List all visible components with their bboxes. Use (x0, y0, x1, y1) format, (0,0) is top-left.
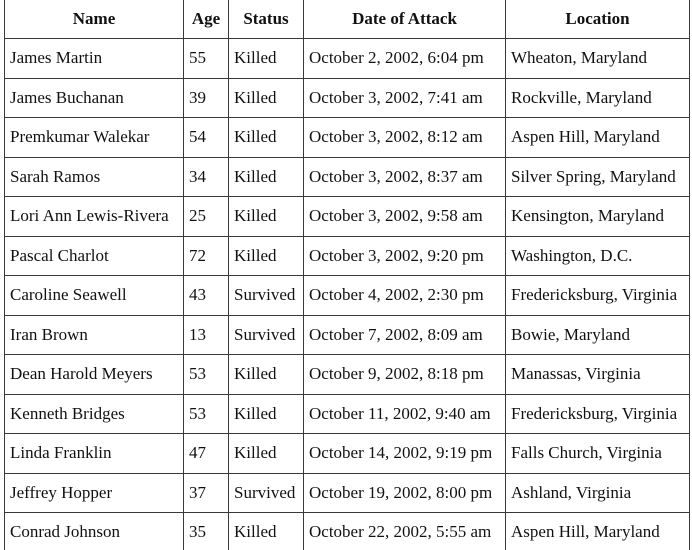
cell-date-of-attack: October 3, 2002, 9:58 am (304, 197, 506, 237)
header-row (5, 0, 690, 39)
cell-date-of-attack: October 3, 2002, 8:37 am (304, 157, 506, 197)
cell-age: 72 (184, 236, 229, 276)
cell-age: 35 (184, 513, 229, 550)
cell-name: Dean Harold Meyers (5, 355, 184, 395)
cell-name: Lori Ann Lewis-Rivera (5, 197, 184, 237)
table-row (5, 197, 690, 237)
cell-location: Aspen Hill, Maryland (506, 118, 690, 158)
cell-status: Killed (229, 157, 304, 197)
header-name: Name (5, 0, 184, 39)
cell-status: Killed (229, 236, 304, 276)
table-row (5, 434, 690, 474)
cell-date-of-attack: October 3, 2002, 8:12 am (304, 118, 506, 158)
cell-status: Killed (229, 118, 304, 158)
table-row (5, 78, 690, 118)
cell-date-of-attack: October 4, 2002, 2:30 pm (304, 276, 506, 316)
cell-name: Jeffrey Hopper (5, 473, 184, 513)
table-row (5, 118, 690, 158)
header-status: Status (229, 0, 304, 39)
cell-date-of-attack: October 3, 2002, 9:20 pm (304, 236, 506, 276)
cell-age: 55 (184, 39, 229, 79)
cell-status: Survived (229, 276, 304, 316)
table-body (5, 39, 690, 550)
table-row (5, 473, 690, 513)
table-row (5, 236, 690, 276)
cell-status: Survived (229, 315, 304, 355)
cell-date-of-attack: October 3, 2002, 7:41 am (304, 78, 506, 118)
header-date-of-attack: Date of Attack (304, 0, 506, 39)
cell-age: 53 (184, 394, 229, 434)
table-row (5, 157, 690, 197)
cell-location: Falls Church, Virginia (506, 434, 690, 474)
cell-name: James Buchanan (5, 78, 184, 118)
cell-age: 13 (184, 315, 229, 355)
cell-location: Washington, D.C. (506, 236, 690, 276)
cell-status: Killed (229, 355, 304, 395)
header-location: Location (506, 0, 690, 39)
cell-name: James Martin (5, 39, 184, 79)
cell-name: Caroline Seawell (5, 276, 184, 316)
cell-age: 53 (184, 355, 229, 395)
cell-status: Killed (229, 434, 304, 474)
cell-age: 25 (184, 197, 229, 237)
cell-location: Kensington, Maryland (506, 197, 690, 237)
cell-status: Killed (229, 39, 304, 79)
cell-name: Linda Franklin (5, 434, 184, 474)
cell-age: 54 (184, 118, 229, 158)
cell-location: Fredericksburg, Virginia (506, 276, 690, 316)
table-row (5, 39, 690, 79)
cell-date-of-attack: October 22, 2002, 5:55 am (304, 513, 506, 550)
cell-date-of-attack: October 11, 2002, 9:40 am (304, 394, 506, 434)
cell-status: Killed (229, 394, 304, 434)
cell-status: Killed (229, 78, 304, 118)
cell-age: 47 (184, 434, 229, 474)
cell-date-of-attack: October 14, 2002, 9:19 pm (304, 434, 506, 474)
cell-age: 43 (184, 276, 229, 316)
cell-name: Premkumar Walekar (5, 118, 184, 158)
table-row (5, 355, 690, 395)
table-row (5, 394, 690, 434)
cell-date-of-attack: October 9, 2002, 8:18 pm (304, 355, 506, 395)
cell-age: 37 (184, 473, 229, 513)
cell-date-of-attack: October 19, 2002, 8:00 pm (304, 473, 506, 513)
table-row (5, 276, 690, 316)
cell-location: Silver Spring, Maryland (506, 157, 690, 197)
cell-name: Sarah Ramos (5, 157, 184, 197)
cell-location: Fredericksburg, Virginia (506, 394, 690, 434)
cell-status: Killed (229, 513, 304, 550)
cell-date-of-attack: October 7, 2002, 8:09 am (304, 315, 506, 355)
cell-name: Kenneth Bridges (5, 394, 184, 434)
cell-location: Manassas, Virginia (506, 355, 690, 395)
table-row (5, 315, 690, 355)
cell-age: 34 (184, 157, 229, 197)
cell-status: Killed (229, 197, 304, 237)
cell-location: Wheaton, Maryland (506, 39, 690, 79)
cell-age: 39 (184, 78, 229, 118)
cell-location: Ashland, Virginia (506, 473, 690, 513)
cell-status: Survived (229, 473, 304, 513)
cell-name: Iran Brown (5, 315, 184, 355)
cell-location: Rockville, Maryland (506, 78, 690, 118)
header-age: Age (184, 0, 229, 39)
table-row (5, 513, 690, 550)
cell-name: Pascal Charlot (5, 236, 184, 276)
cell-name: Conrad Johnson (5, 513, 184, 550)
cell-date-of-attack: October 2, 2002, 6:04 pm (304, 39, 506, 79)
cell-location: Bowie, Maryland (506, 315, 690, 355)
cell-location: Aspen Hill, Maryland (506, 513, 690, 550)
victims-table (4, 0, 690, 550)
